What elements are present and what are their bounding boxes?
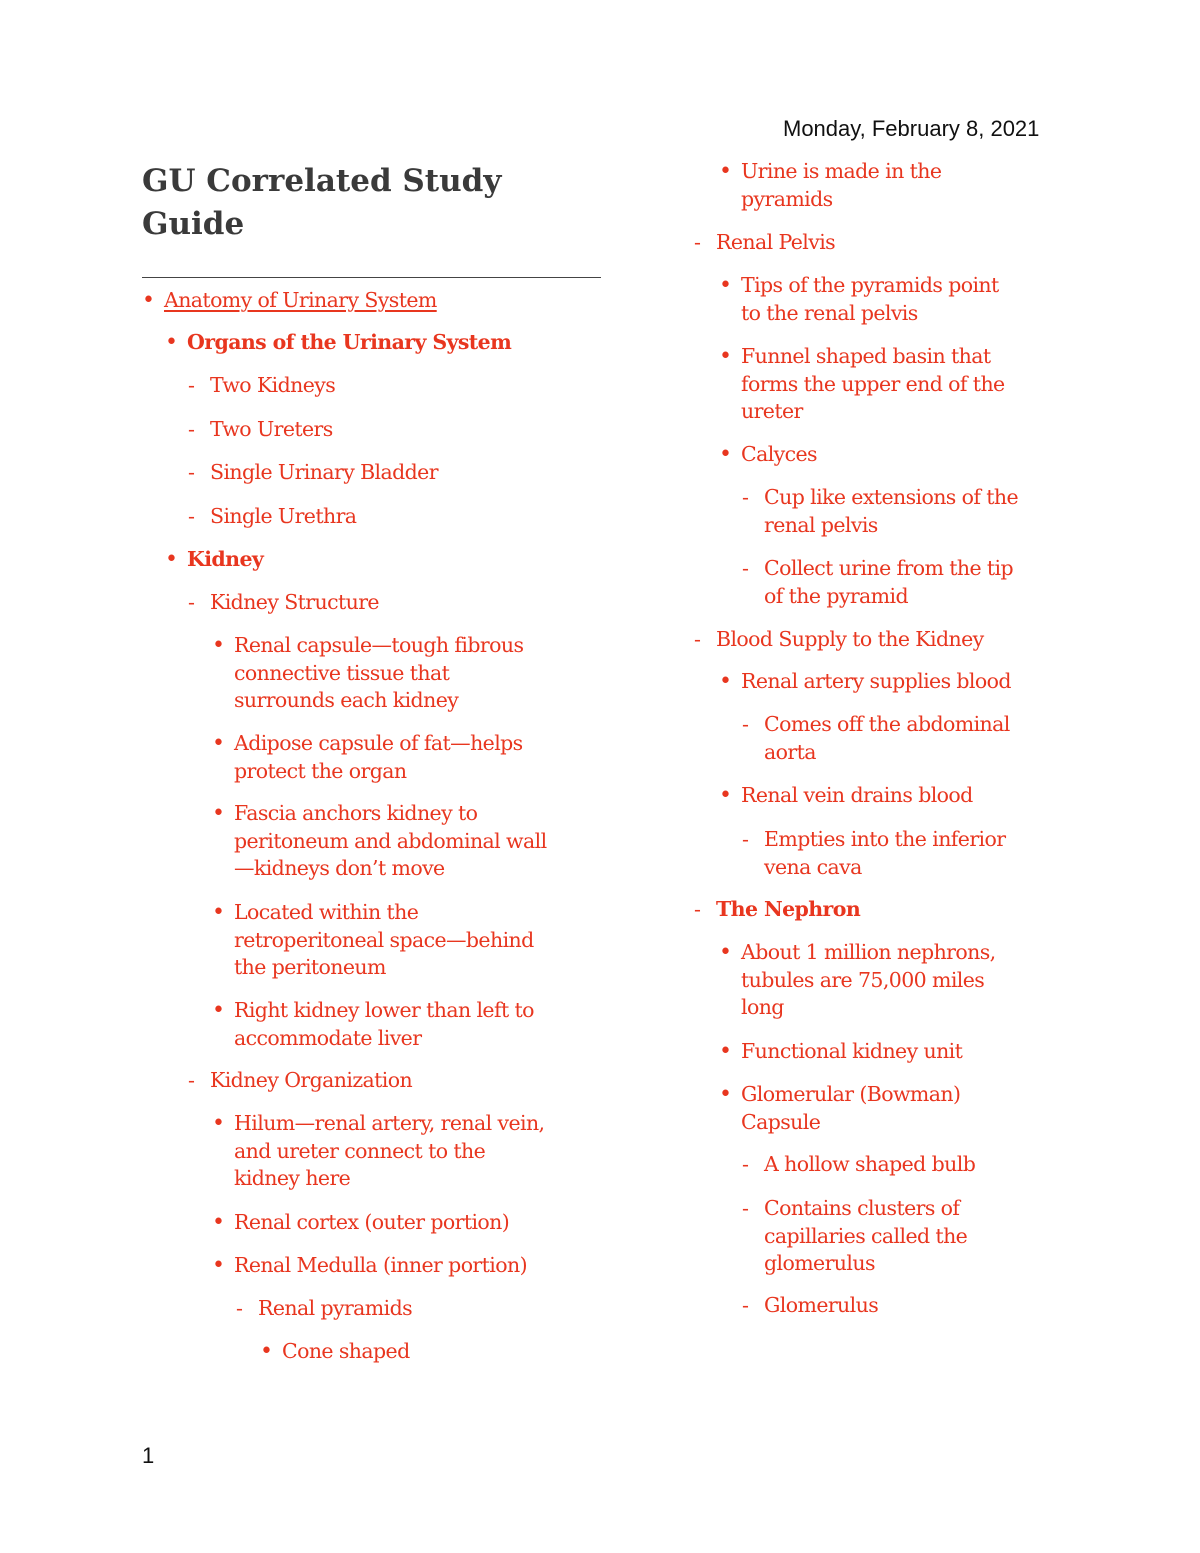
outline-item-text: Empties into the inferior vena cava — [764, 827, 1006, 879]
outline-item — [719, 1038, 962, 1066]
outline-item — [742, 711, 1010, 766]
outline-item — [694, 626, 984, 654]
outline-item — [142, 287, 437, 315]
outline-item-text: Calyces — [741, 442, 817, 466]
outline-item-text: Contains clusters of capillaries called the glomerulus — [764, 1196, 968, 1275]
outline-item-text: Two Kidneys — [210, 373, 336, 397]
outline-item — [742, 484, 1018, 539]
bullet-marker: • — [719, 1039, 732, 1064]
outline-item — [188, 372, 335, 400]
outline-item-text: Renal vein drains blood — [741, 783, 973, 807]
outline-item-text: Renal Medulla (inner portion) — [234, 1253, 527, 1277]
outline-item — [188, 503, 356, 531]
page-number: 1 — [142, 1443, 155, 1468]
outline-item-text: A hollow shaped bulb — [764, 1152, 976, 1176]
outline-item — [719, 1081, 960, 1136]
bullet-marker: • — [719, 783, 732, 808]
outline-item-text: Two Ureters — [210, 417, 333, 441]
outline-item — [719, 158, 941, 213]
outline-item — [719, 939, 996, 1022]
outline-item-text: Renal capsule—tough fibrous connective tissue that surrounds each kidney — [234, 633, 524, 712]
dash-marker: - — [742, 712, 749, 736]
outline-item-text: Functional kidney unit — [741, 1039, 963, 1063]
dash-marker: - — [188, 504, 195, 528]
outline-item — [212, 1209, 509, 1237]
bullet-marker: • — [165, 330, 178, 355]
outline-item — [236, 1295, 412, 1323]
outline-item — [212, 1110, 544, 1193]
bullet-marker: • — [165, 547, 178, 572]
dash-marker: - — [188, 590, 195, 614]
outline-item-text: Glomerulus — [764, 1293, 879, 1317]
outline-item-text: Cup like extensions of the renal pelvis — [764, 485, 1019, 537]
outline-item-text: Kidney Organization — [210, 1068, 413, 1092]
bullet-marker: • — [719, 1082, 732, 1107]
outline-item — [719, 782, 973, 810]
outline-item — [694, 896, 860, 924]
dash-marker: - — [236, 1296, 243, 1320]
outline-item-text: About 1 million nephrons, tubules are 75,000 miles long — [741, 940, 996, 1019]
bullet-marker: • — [142, 288, 155, 313]
dash-marker: - — [742, 485, 749, 509]
outline-item — [188, 459, 438, 487]
dash-marker: - — [742, 1293, 749, 1317]
dash-marker: - — [188, 417, 195, 441]
dash-marker: - — [742, 1196, 749, 1220]
outline-item — [742, 1151, 975, 1179]
outline-item-text: Adipose capsule of fat—helps protect the organ — [234, 731, 523, 783]
bullet-marker: • — [212, 1253, 225, 1278]
outline-item-text: Funnel shaped basin that forms the upper end of the ureter — [741, 344, 1005, 423]
outline-item-text: Comes off the abdominal aorta — [764, 712, 1010, 764]
bullet-marker: • — [719, 344, 732, 369]
dash-marker: - — [694, 230, 701, 254]
outline-item-text: Right kidney lower than left to accommodate liver — [234, 998, 534, 1050]
outline-item — [719, 668, 1011, 696]
bullet-marker: • — [719, 159, 732, 184]
outline-item — [742, 1195, 967, 1278]
bullet-marker: • — [719, 273, 732, 298]
outline-item-text: Collect urine from the tip of the pyramid — [764, 556, 1014, 608]
bullet-marker: • — [212, 633, 225, 658]
dash-marker: - — [188, 1068, 195, 1092]
outline-item-text: Tips of the pyramids point to the renal pelvis — [741, 273, 999, 325]
outline-item — [212, 800, 547, 883]
dash-marker: - — [742, 827, 749, 851]
outline-item — [212, 632, 523, 715]
dash-marker: - — [694, 897, 701, 921]
outline-item — [719, 343, 1005, 426]
dash-marker: - — [742, 1152, 749, 1176]
outline-item — [188, 1067, 412, 1095]
outline-item-text: Renal Pelvis — [716, 230, 836, 254]
bullet-marker: • — [212, 900, 225, 925]
outline-item — [694, 229, 835, 257]
outline-item-text: Blood Supply to the Kidney — [716, 627, 984, 651]
outline-item — [212, 997, 534, 1052]
bullet-marker: • — [212, 998, 225, 1023]
outline-item-text: Renal artery supplies blood — [741, 669, 1011, 693]
bullet-marker: • — [719, 940, 732, 965]
outline-item-text: Renal pyramids — [258, 1296, 413, 1320]
outline-item — [212, 899, 534, 982]
outline-item-text: Cone shaped — [282, 1339, 410, 1363]
dash-marker: - — [188, 373, 195, 397]
outline-item-text: Located within the retroperitoneal space—behind the peritoneum — [234, 900, 534, 979]
bullet-marker: • — [212, 801, 225, 826]
document-date: Monday, February 8, 2021 — [783, 116, 1040, 141]
outline-item — [742, 1292, 878, 1320]
bullet-marker: • — [719, 669, 732, 694]
title-divider — [142, 277, 601, 278]
outline-item-text: Single Urethra — [210, 504, 357, 528]
dash-marker: - — [742, 556, 749, 580]
outline-item-text: Kidney Structure — [210, 590, 379, 614]
outline-item — [165, 546, 263, 574]
bullet-marker: • — [212, 1111, 225, 1136]
outline-item — [165, 329, 511, 357]
outline-item-text: Hilum—renal artery, renal vein, and ureter connect to the kidney here — [234, 1111, 545, 1190]
bullet-marker: • — [260, 1339, 273, 1364]
dash-marker: - — [188, 460, 195, 484]
outline-item-text: Kidney — [187, 547, 264, 571]
bullet-marker: • — [212, 1210, 225, 1235]
outline-item-text: Single Urinary Bladder — [210, 460, 438, 484]
bullet-marker: • — [719, 442, 732, 467]
outline-item-text: Renal cortex (outer portion) — [234, 1210, 510, 1234]
outline-item — [212, 730, 523, 785]
dash-marker: - — [694, 627, 701, 651]
outline-item — [212, 1252, 527, 1280]
outline-item — [719, 272, 999, 327]
outline-item — [719, 441, 817, 469]
outline-item-text: Glomerular (Bowman) Capsule — [741, 1082, 961, 1134]
outline-item-text: The Nephron — [716, 897, 861, 921]
outline-item-text: Urine is made in the pyramids — [741, 159, 942, 211]
document-title: GU Correlated Study Guide — [142, 163, 502, 242]
outline-item-text: Fascia anchors kidney to peritoneum and abdominal wall —kidneys don’t move — [234, 801, 547, 880]
bullet-marker: • — [212, 731, 225, 756]
outline-item — [260, 1338, 410, 1366]
outline-item — [188, 416, 333, 444]
outline-item — [188, 589, 379, 617]
outline-item — [742, 826, 1005, 881]
outline-item — [742, 555, 1013, 610]
outline-item-text: Anatomy of Urinary System — [164, 288, 437, 312]
outline-item-text: Organs of the Urinary System — [187, 330, 512, 354]
